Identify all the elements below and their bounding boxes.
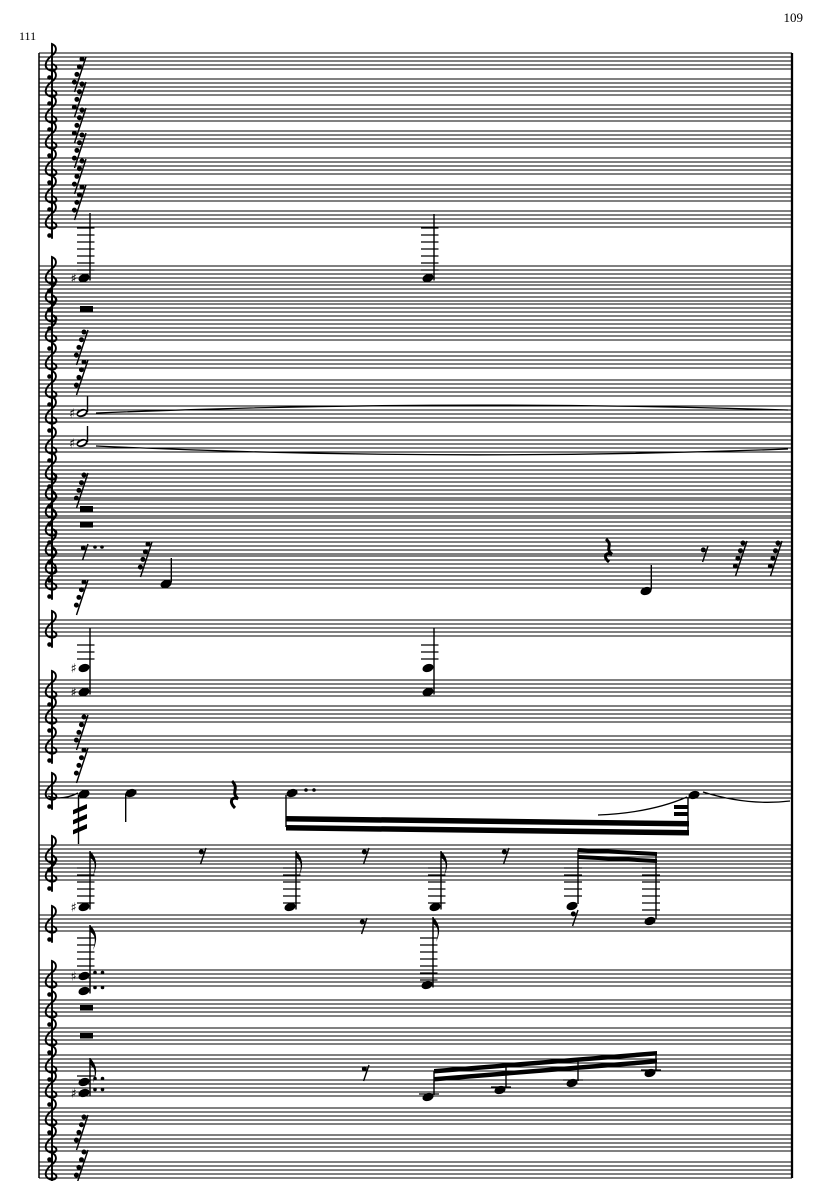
- staff: [46, 1046, 661, 1102]
- treble-clef: [46, 453, 57, 489]
- qnote_up: [639, 565, 652, 596]
- staff: [46, 563, 88, 615]
- hang_note: [70, 628, 94, 700]
- slurs-and-ties: [48, 405, 790, 815]
- trem_note: [73, 789, 91, 844]
- treble-clef: [46, 44, 57, 80]
- staff-lines: [39, 53, 792, 1178]
- svg-text:♯: ♯: [68, 435, 76, 451]
- staff: [46, 1153, 57, 1181]
- hang_note: [421, 214, 439, 283]
- qnote_down: [124, 788, 137, 822]
- svg-text:♯: ♯: [70, 270, 77, 286]
- rest32: [72, 133, 86, 169]
- hang_note: [70, 213, 94, 286]
- treble-clef: [46, 611, 57, 647]
- rest8: [502, 848, 509, 864]
- treble-clef: [46, 773, 57, 809]
- staff: [46, 773, 701, 844]
- rest32: [74, 1150, 88, 1181]
- svg-text:♯: ♯: [70, 968, 77, 984]
- rest32: [74, 715, 88, 751]
- staff: [46, 671, 57, 707]
- page-number: 109: [783, 10, 803, 25]
- rest8: [362, 848, 369, 864]
- hang_note: [421, 628, 439, 697]
- half_note: [69, 426, 89, 451]
- rest2: [80, 306, 93, 312]
- rest8: [199, 848, 206, 864]
- staff: [46, 529, 782, 596]
- treble-clef: [46, 202, 57, 238]
- rest32: [74, 580, 88, 616]
- rest8: [360, 918, 367, 934]
- svg-text:♯: ♯: [70, 1085, 77, 1101]
- rest8: [362, 1065, 369, 1081]
- rest2: [80, 522, 93, 528]
- staff: [46, 836, 660, 926]
- treble-clef: [46, 96, 57, 132]
- treble-clef: [46, 427, 57, 463]
- rest8: [571, 910, 578, 926]
- rest32: [74, 748, 88, 784]
- svg-text:♯: ♯: [70, 660, 77, 676]
- slur-trem: [598, 797, 687, 815]
- rest2: [80, 506, 93, 512]
- hang_note: [420, 917, 439, 990]
- qnote_up: [159, 558, 172, 589]
- measure-number: 111: [19, 29, 37, 43]
- svg-text:♯: ♯: [70, 899, 77, 915]
- half_note: [69, 396, 89, 421]
- hang_note: [428, 851, 447, 912]
- treble-clef: [46, 727, 57, 763]
- rest2: [80, 1005, 93, 1011]
- staff: [46, 906, 439, 996]
- treble-clef: [46, 1153, 57, 1181]
- treble-clef: [46, 906, 57, 942]
- slur-lower: [96, 446, 788, 455]
- hang_note: [283, 851, 302, 912]
- treble-clef: [46, 70, 57, 106]
- treble-clef: [46, 671, 57, 707]
- hang_note: [70, 1058, 104, 1101]
- svg-text:♯: ♯: [68, 405, 76, 421]
- barlines: [39, 53, 792, 1178]
- rest2: [80, 1033, 93, 1039]
- svg-text:♯: ♯: [70, 684, 77, 700]
